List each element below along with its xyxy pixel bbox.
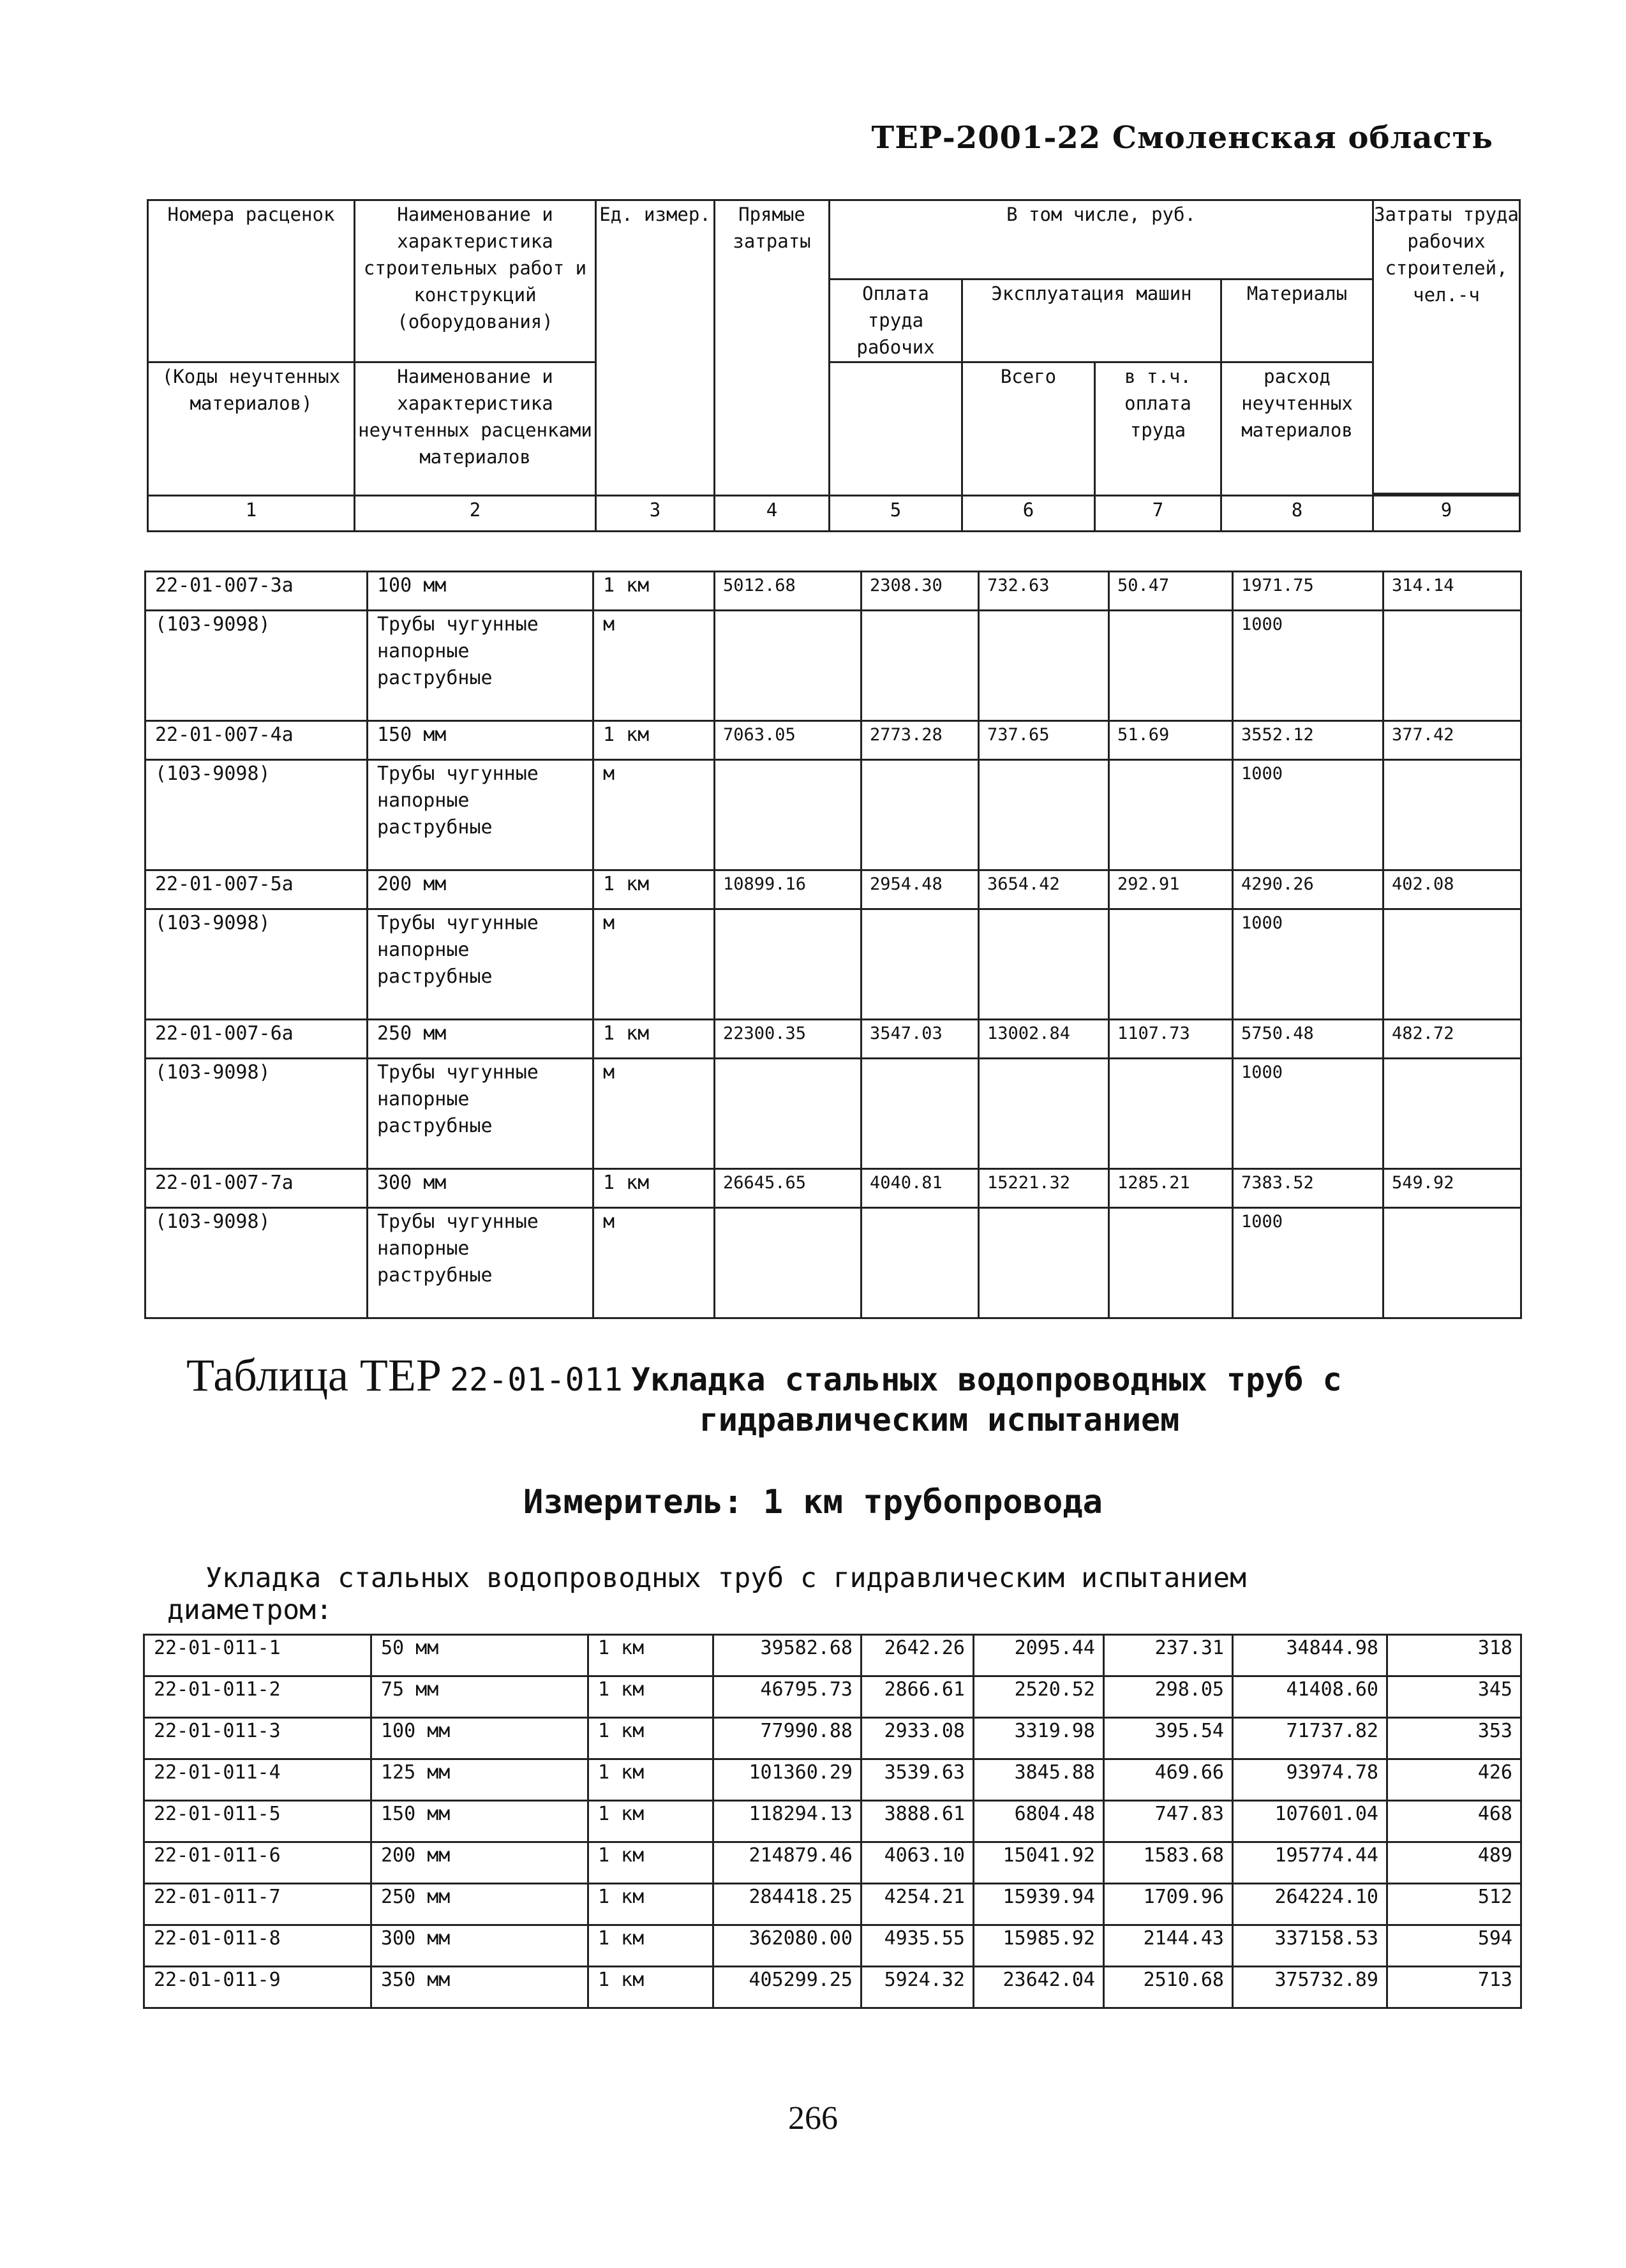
item-name: 350 мм xyxy=(371,1967,588,2008)
table-title xyxy=(186,1350,1526,1440)
machine-labor-cost: 469.66 xyxy=(1104,1759,1233,1801)
header-labor-hours: Затраты труда рабочих строителей, чел.-ч xyxy=(1373,200,1520,494)
labor-hours: 594 xyxy=(1387,1925,1521,1967)
header-unaccounted-name: Наименование и характеристика неучтенных расценками материалов xyxy=(355,362,596,496)
rate-code: 22-01-011-7 xyxy=(144,1884,371,1925)
machine-cost: 15041.92 xyxy=(974,1842,1104,1884)
rate-code: 22-01-011-6 xyxy=(144,1842,371,1884)
column-number: 6 xyxy=(962,496,1095,532)
direct-costs: 77990.88 xyxy=(713,1718,861,1759)
materials-cost: 5750.48 xyxy=(1233,1020,1384,1059)
materials-cost: 1000 xyxy=(1233,760,1384,870)
table-row xyxy=(144,1967,1521,2008)
machine-labor-cost: 50.47 xyxy=(1109,572,1233,611)
direct-costs xyxy=(715,611,861,721)
rates-table-007 xyxy=(144,571,1522,1319)
item-name: 250 мм xyxy=(371,1884,588,1925)
machine-cost: 2520.52 xyxy=(974,1676,1104,1718)
measure-unit: Измеритель: 1 км трубопровода xyxy=(523,1483,1103,1521)
labor-hours xyxy=(1384,760,1521,870)
labor-hours xyxy=(1384,1208,1521,1318)
direct-costs: 10899.16 xyxy=(715,870,861,909)
machine-labor-cost: 1583.68 xyxy=(1104,1842,1233,1884)
header-codes: (Коды неучтенных материалов) xyxy=(148,362,355,496)
direct-costs: 214879.46 xyxy=(713,1842,861,1884)
labor-hours: 482.72 xyxy=(1384,1020,1521,1059)
materials-cost: 71737.82 xyxy=(1233,1718,1387,1759)
unit: м xyxy=(593,611,715,721)
labor-hours: 345 xyxy=(1387,1676,1521,1718)
machine-labor-cost: 395.54 xyxy=(1104,1718,1233,1759)
labor-cost: 4935.55 xyxy=(861,1925,974,1967)
item-name: 200 мм xyxy=(368,870,593,909)
direct-costs: 101360.29 xyxy=(713,1759,861,1801)
rate-code: (103-9098) xyxy=(145,909,368,1020)
direct-costs: 26645.65 xyxy=(715,1169,861,1208)
unit: 1 км xyxy=(588,1676,713,1718)
labor-cost xyxy=(861,611,979,721)
machine-labor-cost: 292.91 xyxy=(1109,870,1233,909)
item-name: Трубы чугунные напорные раструбные xyxy=(368,909,593,1020)
unit: 1 км xyxy=(588,1925,713,1967)
header-including: В том числе, руб. xyxy=(830,200,1373,280)
rate-code: (103-9098) xyxy=(145,1208,368,1318)
materials-cost: 3552.12 xyxy=(1233,721,1384,760)
column-number: 2 xyxy=(355,496,596,532)
rate-code: 22-01-011-5 xyxy=(144,1801,371,1842)
materials-cost: 1000 xyxy=(1233,1059,1384,1169)
materials-cost: 375732.89 xyxy=(1233,1967,1387,2008)
machine-labor-cost: 298.05 xyxy=(1104,1676,1233,1718)
machine-cost: 737.65 xyxy=(979,721,1109,760)
machine-labor-cost xyxy=(1109,1059,1233,1169)
labor-hours: 468 xyxy=(1387,1801,1521,1842)
item-name: Трубы чугунные напорные раструбные xyxy=(368,760,593,870)
machine-cost: 15221.32 xyxy=(979,1169,1109,1208)
table-intro xyxy=(167,1562,1571,1626)
materials-cost: 107601.04 xyxy=(1233,1801,1387,1842)
header-direct-costs: Прямые затраты xyxy=(715,200,830,496)
machine-cost xyxy=(979,611,1109,721)
labor-hours: 402.08 xyxy=(1384,870,1521,909)
machine-labor-cost: 1107.73 xyxy=(1109,1020,1233,1059)
direct-costs xyxy=(715,909,861,1020)
direct-costs: 405299.25 xyxy=(713,1967,861,2008)
unit: м xyxy=(593,909,715,1020)
page-number: 266 xyxy=(788,2100,838,2137)
labor-cost: 2933.08 xyxy=(861,1718,974,1759)
item-name: 300 мм xyxy=(368,1169,593,1208)
header-empty-cell xyxy=(830,362,962,496)
labor-cost: 2308.30 xyxy=(861,572,979,611)
machine-labor-cost: 1709.96 xyxy=(1104,1884,1233,1925)
running-header: ТЕР-2001-22 Смоленская область xyxy=(871,120,1493,156)
materials-cost: 93974.78 xyxy=(1233,1759,1387,1801)
table-row xyxy=(145,1169,1521,1208)
materials-cost: 1000 xyxy=(1233,1208,1384,1318)
direct-costs: 362080.00 xyxy=(713,1925,861,1967)
direct-costs: 5012.68 xyxy=(715,572,861,611)
labor-cost xyxy=(861,909,979,1020)
unit: 1 км xyxy=(588,1759,713,1801)
intro-line2: диаметром: xyxy=(167,1594,332,1626)
column-header-table xyxy=(147,199,1521,532)
machine-cost: 23642.04 xyxy=(974,1967,1104,2008)
direct-costs: 118294.13 xyxy=(713,1801,861,1842)
labor-hours: 512 xyxy=(1387,1884,1521,1925)
machine-cost: 6804.48 xyxy=(974,1801,1104,1842)
header-labor-cost: Оплата труда рабочих xyxy=(830,280,962,362)
table-row xyxy=(145,721,1521,760)
direct-costs: 46795.73 xyxy=(713,1676,861,1718)
labor-hours: 314.14 xyxy=(1384,572,1521,611)
item-name: 100 мм xyxy=(371,1718,588,1759)
labor-cost: 3547.03 xyxy=(861,1020,979,1059)
labor-hours xyxy=(1384,611,1521,721)
material-row xyxy=(145,760,1521,870)
item-name: 150 мм xyxy=(368,721,593,760)
machine-labor-cost xyxy=(1109,760,1233,870)
materials-cost: 1971.75 xyxy=(1233,572,1384,611)
rates-table-011 xyxy=(143,1634,1522,2009)
rate-code: 22-01-007-4а xyxy=(145,721,368,760)
machine-cost: 2095.44 xyxy=(974,1635,1104,1676)
column-number: 7 xyxy=(1095,496,1221,532)
machine-cost: 3845.88 xyxy=(974,1759,1104,1801)
table-row xyxy=(144,1925,1521,1967)
unit: м xyxy=(593,760,715,870)
machine-cost: 15985.92 xyxy=(974,1925,1104,1967)
header-unit: Ед. измер. xyxy=(596,200,715,496)
table-title-desc-line2: гидравлическим испытанием xyxy=(699,1401,1180,1438)
header-rate-number: Номера расценок xyxy=(148,200,355,362)
machine-labor-cost: 51.69 xyxy=(1109,721,1233,760)
table-row xyxy=(144,1718,1521,1759)
labor-hours: 549.92 xyxy=(1384,1169,1521,1208)
table-row xyxy=(144,1759,1521,1801)
item-name: 50 мм xyxy=(371,1635,588,1676)
table-row xyxy=(145,572,1521,611)
labor-cost: 2954.48 xyxy=(861,870,979,909)
material-row xyxy=(145,1059,1521,1169)
labor-hours: 713 xyxy=(1387,1967,1521,2008)
rate-code: (103-9098) xyxy=(145,1059,368,1169)
unit: м xyxy=(593,1208,715,1318)
item-name: 200 мм xyxy=(371,1842,588,1884)
unit: 1 км xyxy=(588,1718,713,1759)
unit: 1 км xyxy=(593,1169,715,1208)
direct-costs: 284418.25 xyxy=(713,1884,861,1925)
direct-costs: 22300.35 xyxy=(715,1020,861,1059)
unit: м xyxy=(593,1059,715,1169)
rate-code: 22-01-007-7а xyxy=(145,1169,368,1208)
machine-cost: 15939.94 xyxy=(974,1884,1104,1925)
table-row xyxy=(144,1884,1521,1925)
header-unaccounted-consumption: расход неучтенных материалов xyxy=(1221,362,1373,496)
labor-cost: 3888.61 xyxy=(861,1801,974,1842)
labor-cost: 4063.10 xyxy=(861,1842,974,1884)
header-total: Всего xyxy=(962,362,1095,496)
direct-costs: 7063.05 xyxy=(715,721,861,760)
machine-cost xyxy=(979,1208,1109,1318)
machine-labor-cost: 2510.68 xyxy=(1104,1967,1233,2008)
item-name: Трубы чугунные напорные раструбные xyxy=(368,611,593,721)
machine-labor-cost: 2144.43 xyxy=(1104,1925,1233,1967)
materials-cost: 337158.53 xyxy=(1233,1925,1387,1967)
labor-hours: 377.42 xyxy=(1384,721,1521,760)
machine-cost xyxy=(979,760,1109,870)
unit: 1 км xyxy=(588,1842,713,1884)
table-row xyxy=(144,1842,1521,1884)
header-materials: Материалы xyxy=(1221,280,1373,362)
machine-cost xyxy=(979,1059,1109,1169)
machine-labor-cost: 747.83 xyxy=(1104,1801,1233,1842)
rate-code: (103-9098) xyxy=(145,760,368,870)
header-machine-operation: Эксплуатация машин xyxy=(962,280,1221,362)
unit: 1 км xyxy=(588,1967,713,2008)
header-incl-labor: в т.ч. оплата труда xyxy=(1095,362,1221,496)
materials-cost: 264224.10 xyxy=(1233,1884,1387,1925)
machine-cost: 13002.84 xyxy=(979,1020,1109,1059)
item-name: 125 мм xyxy=(371,1759,588,1801)
direct-costs: 39582.68 xyxy=(713,1635,861,1676)
materials-cost: 41408.60 xyxy=(1233,1676,1387,1718)
material-row xyxy=(145,1208,1521,1318)
labor-cost xyxy=(861,1208,979,1318)
unit: 1 км xyxy=(593,1020,715,1059)
labor-cost xyxy=(861,760,979,870)
column-number: 1 xyxy=(148,496,355,532)
header-name: Наименование и характеристика строительных работ и конструкций (оборудования) xyxy=(355,200,596,362)
labor-hours: 426 xyxy=(1387,1759,1521,1801)
labor-hours xyxy=(1384,1059,1521,1169)
materials-cost: 1000 xyxy=(1233,611,1384,721)
labor-cost: 2773.28 xyxy=(861,721,979,760)
unit: 1 км xyxy=(588,1635,713,1676)
rate-code: 22-01-011-2 xyxy=(144,1676,371,1718)
table-title-code: 22-01-011 xyxy=(449,1361,623,1398)
labor-hours xyxy=(1384,909,1521,1020)
column-number: 5 xyxy=(830,496,962,532)
direct-costs xyxy=(715,1059,861,1169)
rate-code: 22-01-011-9 xyxy=(144,1967,371,2008)
item-name: Трубы чугунные напорные раструбные xyxy=(368,1208,593,1318)
machine-cost xyxy=(979,909,1109,1020)
materials-cost: 7383.52 xyxy=(1233,1169,1384,1208)
rate-code: 22-01-007-6а xyxy=(145,1020,368,1059)
table-row xyxy=(145,870,1521,909)
rate-code: 22-01-011-8 xyxy=(144,1925,371,1967)
item-name: Трубы чугунные напорные раструбные xyxy=(368,1059,593,1169)
direct-costs xyxy=(715,1208,861,1318)
rate-code: (103-9098) xyxy=(145,611,368,721)
unit: 1 км xyxy=(593,721,715,760)
machine-labor-cost xyxy=(1109,1208,1233,1318)
direct-costs xyxy=(715,760,861,870)
labor-cost: 4254.21 xyxy=(861,1884,974,1925)
machine-labor-cost xyxy=(1109,909,1233,1020)
table-row xyxy=(144,1676,1521,1718)
unit: 1 км xyxy=(588,1801,713,1842)
intro-line1: Укладка стальных водопроводных труб с гидравлическим испытанием xyxy=(205,1562,1246,1594)
item-name: 100 мм xyxy=(368,572,593,611)
machine-cost: 3319.98 xyxy=(974,1718,1104,1759)
item-name: 150 мм xyxy=(371,1801,588,1842)
rate-code: 22-01-011-4 xyxy=(144,1759,371,1801)
materials-cost: 34844.98 xyxy=(1233,1635,1387,1676)
machine-labor-cost xyxy=(1109,611,1233,721)
materials-cost: 195774.44 xyxy=(1233,1842,1387,1884)
labor-cost: 4040.81 xyxy=(861,1169,979,1208)
labor-cost: 3539.63 xyxy=(861,1759,974,1801)
item-name: 250 мм xyxy=(368,1020,593,1059)
table-title-desc-line1: Укладка стальных водопроводных труб с xyxy=(630,1361,1342,1398)
unit: 1 км xyxy=(593,870,715,909)
labor-cost: 5924.32 xyxy=(861,1967,974,2008)
column-number: 9 xyxy=(1373,496,1520,532)
rate-code: 22-01-011-1 xyxy=(144,1635,371,1676)
table-row xyxy=(145,1020,1521,1059)
rate-code: 22-01-007-5а xyxy=(145,870,368,909)
labor-hours: 318 xyxy=(1387,1635,1521,1676)
table-row xyxy=(144,1635,1521,1676)
material-row xyxy=(145,909,1521,1020)
labor-cost: 2866.61 xyxy=(861,1676,974,1718)
machine-labor-cost: 1285.21 xyxy=(1109,1169,1233,1208)
unit: 1 км xyxy=(593,572,715,611)
column-number: 8 xyxy=(1221,496,1373,532)
column-number: 3 xyxy=(596,496,715,532)
table-row xyxy=(144,1801,1521,1842)
labor-cost: 2642.26 xyxy=(861,1635,974,1676)
labor-hours: 489 xyxy=(1387,1842,1521,1884)
table-title-prefix: Таблица ТЕР xyxy=(186,1350,442,1401)
item-name: 75 мм xyxy=(371,1676,588,1718)
machine-cost: 732.63 xyxy=(979,572,1109,611)
rate-code: 22-01-011-3 xyxy=(144,1718,371,1759)
column-number: 4 xyxy=(715,496,830,532)
material-row xyxy=(145,611,1521,721)
materials-cost: 4290.26 xyxy=(1233,870,1384,909)
labor-hours: 353 xyxy=(1387,1718,1521,1759)
labor-cost xyxy=(861,1059,979,1169)
unit: 1 км xyxy=(588,1884,713,1925)
machine-cost: 3654.42 xyxy=(979,870,1109,909)
machine-labor-cost: 237.31 xyxy=(1104,1635,1233,1676)
rate-code: 22-01-007-3а xyxy=(145,572,368,611)
materials-cost: 1000 xyxy=(1233,909,1384,1020)
item-name: 300 мм xyxy=(371,1925,588,1967)
